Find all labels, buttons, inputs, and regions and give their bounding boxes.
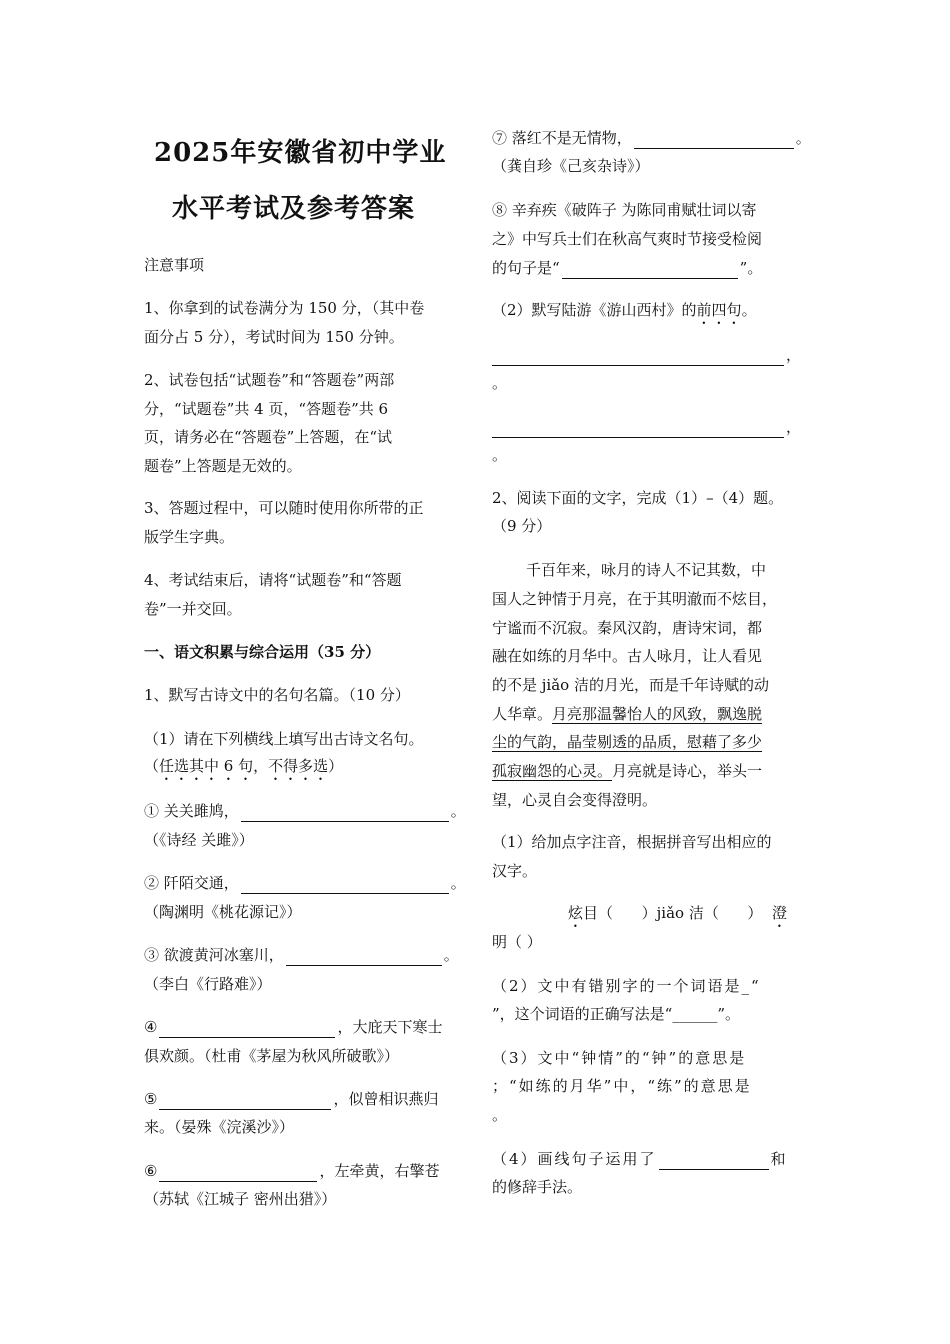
sub-q3-line-2: ；“如练的月华”中，“练”的意思是 <box>492 1077 752 1095</box>
item-1: ① 关关雎鸠， 。 <box>144 802 466 820</box>
item-5: ⑤ ，似曾相识燕归 <box>144 1090 439 1108</box>
item-7-source: （龚自珍《己亥杂诗》） <box>492 157 650 175</box>
item-3: ③ 欲渡黄河冰塞川， 。 <box>144 946 459 964</box>
question-1: 1、默写古诗文中的名句名篇。（10 分） <box>144 686 410 704</box>
passage-line-9: 望，心灵自会变得澄明。 <box>492 791 658 809</box>
question-1-1-line-2: （任选其中 6 句，不得多选） <box>144 757 344 775</box>
answer-blank-poem-2[interactable] <box>492 419 784 438</box>
sub-q4-line-2: 的修辞手法。 <box>492 1178 583 1196</box>
sub-q3-line-1: （3）文中“钟情”的“钟”的意思是 <box>492 1049 747 1067</box>
item-6: ⑥ ，左牵黄，右擎苍 <box>144 1162 440 1180</box>
dotted-emphasis: 前四句 <box>696 301 742 319</box>
poem-line-1: ， <box>492 341 801 370</box>
dotted-char: 炫 <box>568 904 584 922</box>
item-4: ④ ，大庇天下寒士 <box>144 1018 443 1036</box>
question-1-2: （2）默写陆游《游山西村》的前四句。 <box>492 301 757 319</box>
question-1-1-line-1: （1）请在下列横线上填写出古诗文名句。 <box>144 730 424 748</box>
passage-line-1: 千百年来，咏月的诗人不记其数，中 <box>526 561 767 579</box>
item-3-source: （李白《行路难》） <box>144 975 272 993</box>
item-5-source: 来。（晏殊《浣溪沙》） <box>144 1118 295 1136</box>
poem-line-1-end: 。 <box>492 374 508 392</box>
item-8-line-2: 之》中写兵士们在秋高气爽时节接受检阅 <box>492 230 763 248</box>
answer-blank-3[interactable] <box>286 947 442 966</box>
answer-blank-1[interactable] <box>241 803 449 822</box>
answer-blank-4[interactable] <box>159 1019 335 1038</box>
answer-blank-7[interactable] <box>634 130 794 149</box>
passage-line-7 <box>492 728 762 757</box>
note-4-line-2: 卷”一并交回。 <box>144 600 242 618</box>
sub-q4-line-1: （4）画线句子运用了 和 <box>492 1150 788 1168</box>
notes-heading: 注意事项 <box>144 256 205 274</box>
question-2-line-1: 2、阅读下面的文字，完成（1）–（4）题。 <box>492 489 784 507</box>
note-4-line-1: 4、考试结束后，请将“试题卷”和“答题 <box>144 571 402 589</box>
sub-q2-line-1: （2）文中有错别字的一个词语是_“ <box>492 977 761 995</box>
question-2-line-2: （9 分） <box>492 517 552 535</box>
item-1-source: （《诗经 关雎》） <box>144 831 254 849</box>
answer-blank-5[interactable] <box>159 1091 331 1110</box>
poem-line-2: ， <box>492 413 801 442</box>
answer-blank-2[interactable] <box>241 875 449 894</box>
section-1-heading: 一、语文积累与综合运用（35 分） <box>144 643 381 661</box>
note-1-line-1: 1、你拿到的试卷满分为 150 分，（其中卷 <box>144 299 425 317</box>
note-2-line-2: 分，“试题卷”共 4 页，“答题卷”共 6 <box>144 400 389 418</box>
note-2-line-4: 题卷”上答题是无效的。 <box>144 457 302 475</box>
sub-q2-line-2: ”，这个词语的正确写法是“______”。 <box>492 1005 741 1023</box>
underlined-sentence: 孤寂幽怨的心灵。 <box>492 762 613 780</box>
item-7: ⑦ 落红不是无情物， 。 <box>492 129 811 147</box>
underlined-sentence: 月亮那温馨怡人的风致，飘逸脱 <box>552 705 763 723</box>
note-3-line-1: 3、答题过程中，可以随时使用你所带的正 <box>144 499 424 517</box>
item-8-line-3: 的句子是“ ”。 <box>492 259 763 277</box>
sub-q1-line-2: 汉字。 <box>492 862 538 880</box>
item-2-source: （陶渊明《桃花源记》） <box>144 903 302 921</box>
answer-blank-8[interactable] <box>562 260 738 279</box>
sub-q1-line-3: 炫目（ ）jiǎo 洁（ ） 澄 <box>568 904 787 922</box>
passage-line-2: 国人之钟情于月亮，在于其明澈而不炫目， <box>492 590 778 608</box>
note-2-line-1: 2、试卷包括“试题卷”和“答题卷”两部 <box>144 371 395 389</box>
underlined-sentence: 尘的气韵，晶莹剔透的品质，慰藉了多少 <box>492 733 763 751</box>
passage-line-6: 人华章。月亮那温馨怡人的风致，飘逸脱 <box>492 705 763 723</box>
item-8-line-1: ⑧ 辛弃疾《破阵子 为陈同甫赋壮词以寄 <box>492 201 757 219</box>
answer-blank-6[interactable] <box>159 1163 317 1182</box>
note-2-line-3: 页，请务必在“答题卷”上答题，在“试 <box>144 428 393 446</box>
title-line-1: 2025年安徽省初中学业 <box>154 138 447 168</box>
note-3-line-2: 版学生字典。 <box>144 528 235 546</box>
answer-blank-rhetoric[interactable] <box>659 1151 769 1170</box>
dotted-char: 澄 <box>771 904 787 922</box>
note-1-line-2: 面分占 5 分），考试时间为 150 分钟。 <box>144 328 404 346</box>
sub-q1-line-4: 明（ ） <box>492 933 542 951</box>
sub-q1-line-1: （1）给加点字注音，根据拼音写出相应的 <box>492 833 772 851</box>
sub-q3-line-3: 。 <box>492 1106 508 1124</box>
answer-blank-poem-1[interactable] <box>492 347 784 366</box>
dotted-emphasis: 任选其中 6 句，不得多选 <box>159 757 329 775</box>
poem-line-2-end: 。 <box>492 446 508 464</box>
item-6-source: （苏轼《江城子 密州出猎》） <box>144 1190 337 1208</box>
passage-line-4: 融在如练的月华中。古人咏月，让人看见 <box>492 647 763 665</box>
passage-line-8: 孤寂幽怨的心灵。月亮就是诗心，举头一 <box>492 762 763 780</box>
passage-line-3: 宁谧而不沉寂。秦风汉韵，唐诗宋词，都 <box>492 619 763 637</box>
item-2: ② 阡陌交通， 。 <box>144 874 466 892</box>
passage-line-5: 的不是 jiǎo 洁的月光，而是千年诗赋的动 <box>492 676 769 694</box>
title-line-2: 水平考试及参考答案 <box>172 194 416 224</box>
item-4-source: 俱欢颜。（杜甫《茅屋为秋风所破歌》） <box>144 1047 400 1065</box>
